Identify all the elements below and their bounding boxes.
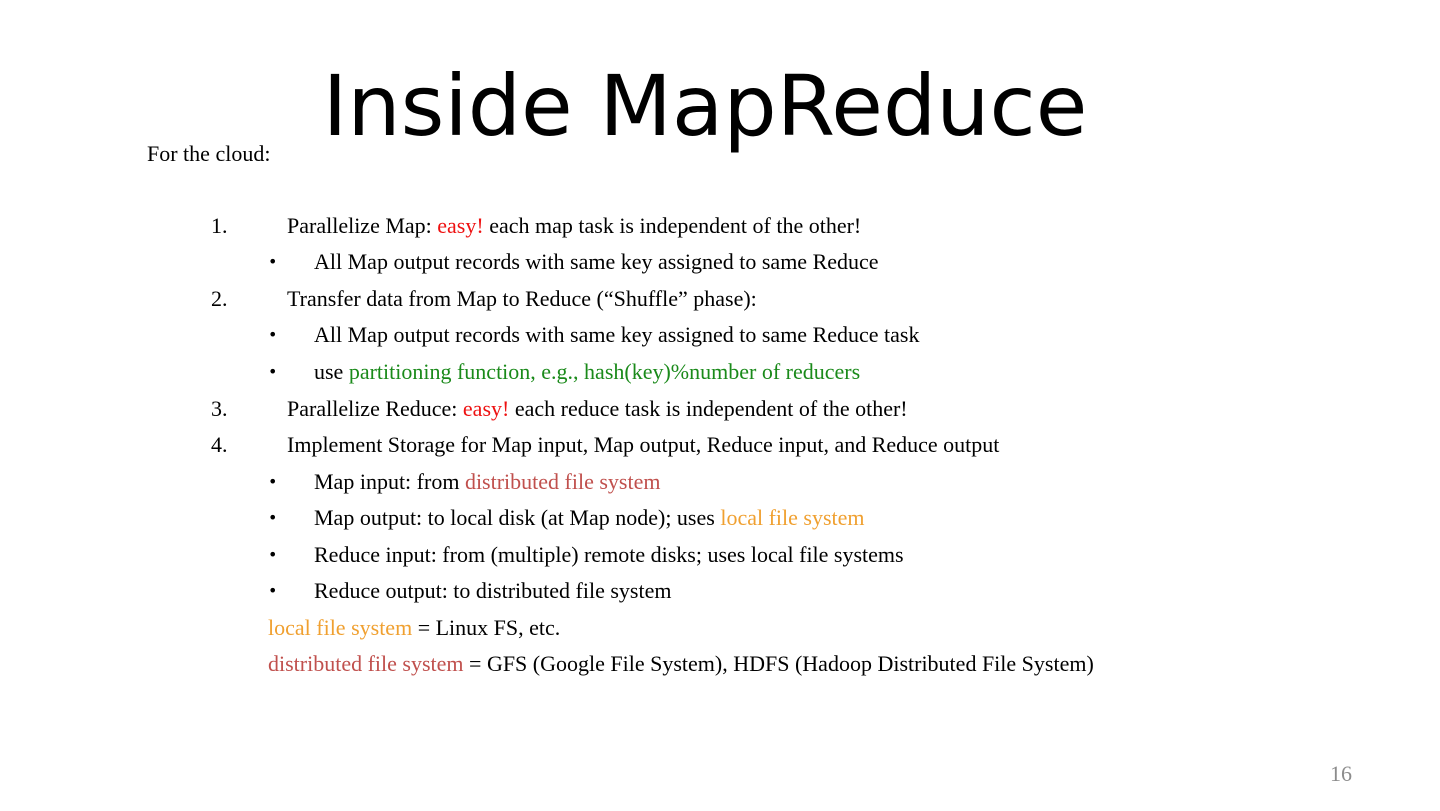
- highlight-orange-text: local file system: [268, 615, 413, 640]
- bullet-item: [268, 541, 904, 569]
- item-text: each map task is independent of the other!: [483, 213, 862, 238]
- item-text: Reduce input: from (multiple) remote disks; uses local file systems: [314, 542, 904, 567]
- list-item-3: [211, 395, 908, 423]
- bullet-marker: •: [268, 508, 278, 527]
- list-item-2: [211, 285, 757, 313]
- highlight-brown-text: distributed file system: [464, 469, 661, 494]
- item-text: Map input: from: [314, 469, 465, 494]
- item-text: use: [314, 359, 349, 384]
- highlight-green-text: partitioning function, e.g., hash(key)%number of reducers: [348, 359, 861, 384]
- item-text: All Map output records with same key assigned to same Reduce: [314, 249, 879, 274]
- bullet-item: [268, 321, 920, 349]
- intro-text: For the cloud:: [147, 141, 271, 166]
- item-text: each reduce task is independent of the other!: [509, 396, 908, 421]
- item-text: Reduce output: to distributed file system: [314, 578, 672, 603]
- item-text: Implement Storage for Map input, Map output, Reduce input, and Reduce output: [287, 432, 1000, 457]
- note-text: = Linux FS, etc.: [412, 615, 561, 640]
- item-text: Transfer data from Map to Reduce (“Shuffle” phase):: [287, 286, 757, 311]
- list-marker: 1.: [211, 213, 228, 238]
- bullet-item: [268, 358, 861, 386]
- list-item-4: [211, 431, 1000, 459]
- list-marker: 3.: [211, 396, 228, 421]
- highlight-brown-text: distributed file system: [268, 651, 464, 676]
- item-text: Map output: to local disk (at Map node); uses: [314, 505, 721, 530]
- highlight-red-text: easy!: [462, 396, 510, 421]
- bullet-item: [268, 577, 672, 605]
- note-local-fs: [268, 614, 560, 642]
- highlight-orange-text: local file system: [720, 505, 865, 530]
- bullet-marker: •: [268, 325, 278, 344]
- bullet-item: [268, 504, 865, 532]
- bullet-marker: •: [268, 252, 278, 271]
- note-distributed-fs: [268, 650, 1184, 678]
- item-text: Parallelize Map:: [287, 213, 438, 238]
- slide-title: Inside MapReduce: [322, 57, 1088, 155]
- item-text: All Map output records with same key assigned to same Reduce task: [314, 322, 920, 347]
- bullet-marker: •: [268, 545, 278, 564]
- bullet-item: [268, 248, 879, 276]
- bullet-item: [268, 468, 661, 496]
- note-wrap: [268, 650, 1184, 678]
- highlight-red-text: easy!: [437, 213, 484, 238]
- list-marker: 4.: [211, 432, 228, 457]
- bullet-marker: •: [268, 472, 278, 491]
- item-text: Parallelize Reduce:: [287, 396, 463, 421]
- list-item-1: [211, 212, 862, 240]
- bullet-marker: •: [268, 362, 278, 381]
- list-marker: 2.: [211, 286, 228, 311]
- page-number: 16: [1330, 761, 1352, 786]
- note-text: = GFS (Google File System), HDFS (Hadoop Distributed File System): [463, 651, 1094, 676]
- bullet-marker: •: [268, 581, 278, 600]
